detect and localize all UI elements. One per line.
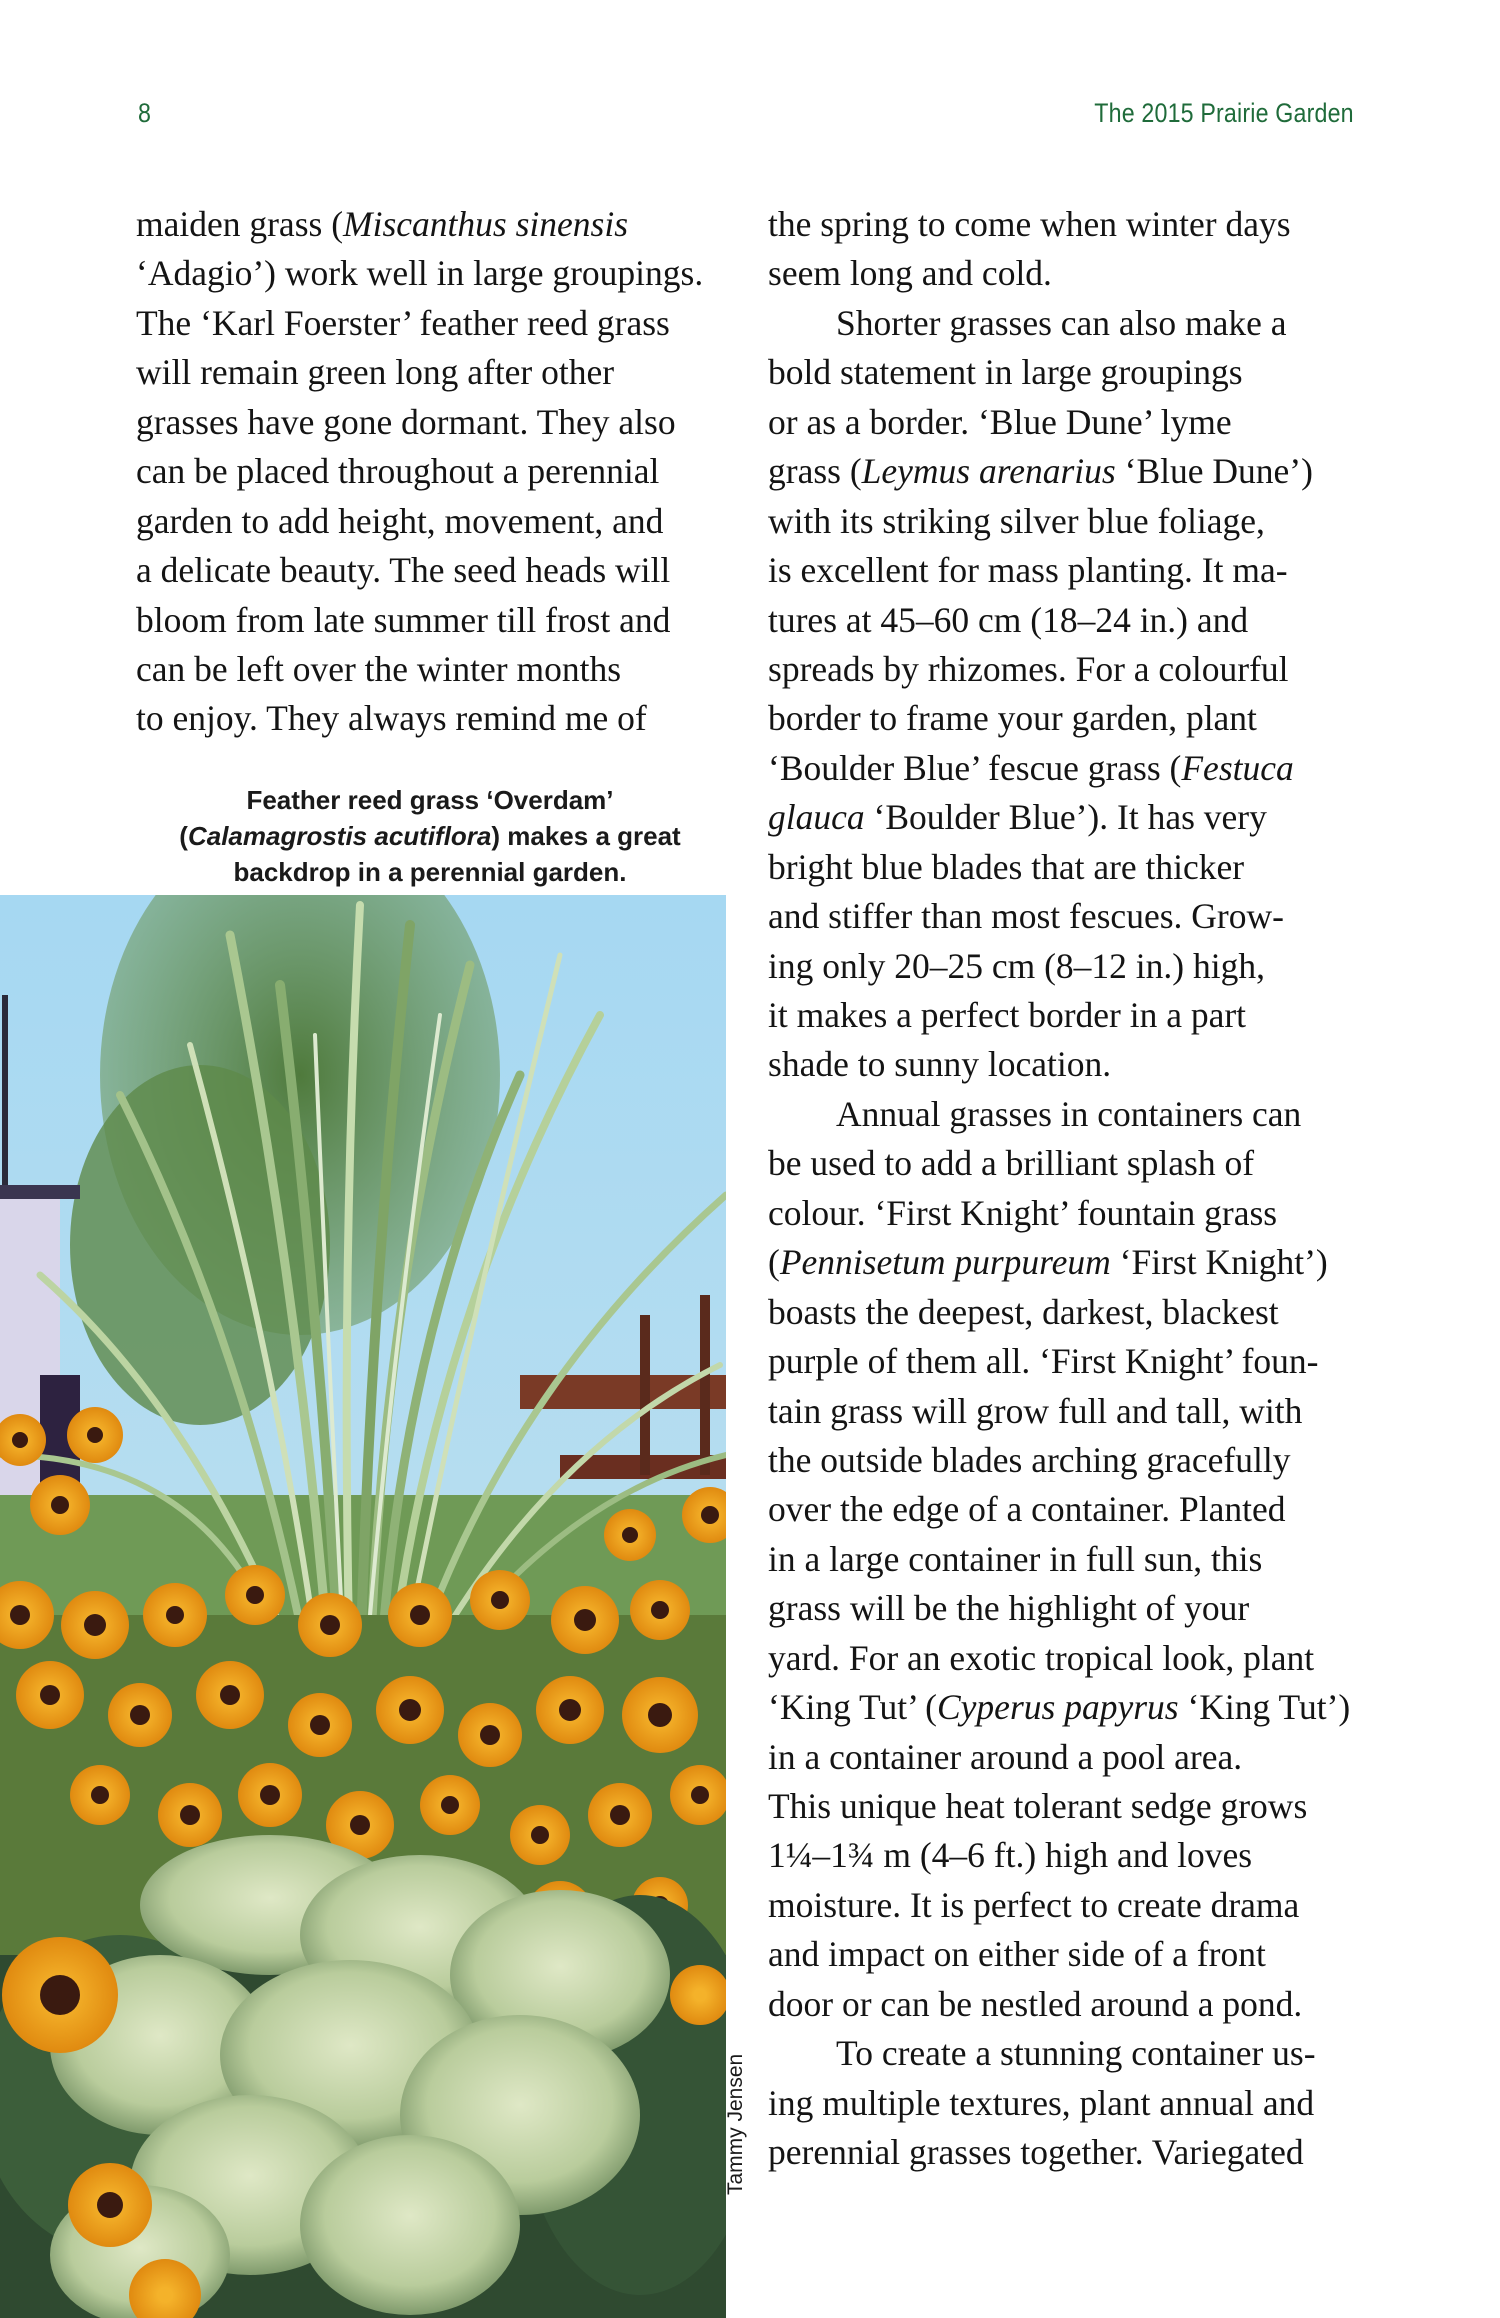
text-run: ‘Boulder Blue’). It has very bbox=[864, 797, 1267, 838]
text-run: in a large container in full sun, this bbox=[768, 1538, 1263, 1579]
text-line bbox=[136, 398, 726, 447]
text-run: grass will be the highlight of your bbox=[768, 1588, 1250, 1629]
text-run: The ‘Karl Foerster’ feather reed grass bbox=[136, 302, 670, 343]
text-line bbox=[768, 1831, 1368, 1880]
text-line bbox=[768, 1337, 1368, 1386]
text-run: the spring to come when winter days bbox=[768, 204, 1291, 244]
text-run: bright blue blades that are thicker bbox=[768, 846, 1245, 887]
text-run: door or can be nestled around a pond. bbox=[768, 1983, 1303, 2024]
text-line bbox=[136, 249, 726, 298]
text-line bbox=[768, 596, 1368, 645]
text-line bbox=[768, 744, 1368, 793]
text-run: tures at 45–60 cm (18–24 in.) and bbox=[768, 599, 1249, 640]
text-run: and stiffer than most fescues. Grow- bbox=[768, 896, 1284, 937]
text-run: To create a stunning container us- bbox=[836, 2033, 1316, 2074]
caption-line bbox=[140, 782, 720, 818]
text-run: bloom from late summer till frost and bbox=[136, 599, 671, 640]
text-run: ing multiple textures, plant annual and bbox=[768, 2082, 1315, 2123]
publication-title: The 2015 Prairie Garden bbox=[1094, 98, 1354, 128]
text-line bbox=[768, 299, 1368, 348]
text-line bbox=[768, 1485, 1368, 1534]
text-run: and impact on either side of a front bbox=[768, 1934, 1266, 1975]
scientific-name: Festuca bbox=[1181, 747, 1294, 788]
text-run: backdrop in a perennial garden. bbox=[233, 857, 627, 887]
text-run: Feather reed grass ‘Overdam’ bbox=[246, 785, 614, 815]
text-run: in a container around a pool area. bbox=[768, 1736, 1243, 1777]
text-line bbox=[768, 892, 1368, 941]
photo-credit: Tammy Jensen bbox=[724, 2053, 747, 2195]
text-run: is excellent for mass planting. It ma- bbox=[768, 550, 1288, 591]
text-line bbox=[768, 1535, 1368, 1584]
text-line bbox=[768, 200, 1368, 249]
text-run: bold statement in large groupings bbox=[768, 352, 1243, 393]
scientific-name: Cyperus papyrus bbox=[937, 1687, 1179, 1728]
text-line bbox=[136, 447, 726, 496]
text-line bbox=[768, 1782, 1368, 1831]
text-run: tain grass will grow full and tall, with bbox=[768, 1390, 1303, 1431]
text-line bbox=[768, 398, 1368, 447]
text-run: moisture. It is perfect to create drama bbox=[768, 1884, 1300, 1925]
text-line bbox=[768, 1288, 1368, 1337]
text-line bbox=[136, 200, 726, 249]
text-line bbox=[768, 991, 1368, 1040]
scientific-name: glauca bbox=[768, 797, 865, 838]
text-run: ( bbox=[768, 1242, 780, 1283]
text-run: border to frame your garden, plant bbox=[768, 698, 1257, 739]
text-line bbox=[768, 645, 1368, 694]
text-run: ‘Blue Dune’) bbox=[1115, 451, 1313, 492]
text-line bbox=[136, 546, 726, 595]
text-line bbox=[768, 1980, 1368, 2029]
page-number: 8 bbox=[138, 98, 152, 128]
text-line bbox=[768, 546, 1368, 595]
text-run: yard. For an exotic tropical look, plant bbox=[768, 1637, 1315, 1678]
text-line bbox=[768, 1930, 1368, 1979]
text-run: ‘King Tut’) bbox=[1178, 1687, 1351, 1728]
text-run: over the edge of a container. Planted bbox=[768, 1489, 1286, 1530]
text-run: can be left over the winter months bbox=[136, 648, 622, 689]
text-run: Annual grasses in containers can bbox=[836, 1093, 1302, 1134]
garden-photo-illustration bbox=[0, 895, 726, 2318]
text-run: a delicate beauty. The seed heads will bbox=[136, 550, 671, 591]
text-line bbox=[136, 596, 726, 645]
text-run: perennial grasses together. Variegated bbox=[768, 2132, 1304, 2173]
text-run: ‘First Knight’) bbox=[1110, 1242, 1328, 1283]
text-line bbox=[768, 1584, 1368, 1633]
scientific-name: Leymus arenarius bbox=[861, 451, 1116, 492]
figure-caption bbox=[140, 782, 720, 890]
text-run: garden to add height, movement, and bbox=[136, 500, 664, 541]
caption-line bbox=[140, 854, 720, 890]
text-line bbox=[768, 1238, 1368, 1287]
scientific-name: Miscanthus sinensis bbox=[343, 204, 629, 244]
text-line bbox=[768, 348, 1368, 397]
text-line bbox=[768, 1881, 1368, 1930]
scientific-name: Pennisetum purpureum bbox=[779, 1242, 1111, 1283]
text-line bbox=[768, 497, 1368, 546]
text-line bbox=[768, 1683, 1368, 1732]
text-run: ‘Boulder Blue’ fescue grass ( bbox=[768, 747, 1182, 788]
text-line bbox=[136, 348, 726, 397]
text-run: ) makes a great bbox=[491, 821, 681, 851]
text-run: can be placed throughout a perennial bbox=[136, 451, 660, 492]
text-run: to enjoy. They always remind me of bbox=[136, 698, 647, 739]
garden-photo bbox=[0, 895, 726, 2318]
text-line bbox=[768, 1090, 1368, 1139]
text-line bbox=[768, 2079, 1368, 2128]
text-run: be used to add a brilliant splash of bbox=[768, 1143, 1255, 1184]
scientific-name: Calamagrostis acutiflora bbox=[187, 821, 492, 851]
text-line bbox=[768, 1189, 1368, 1238]
text-line bbox=[768, 1436, 1368, 1485]
text-run: or as a border. ‘Blue Dune’ lyme bbox=[768, 401, 1232, 442]
text-run: shade to sunny location. bbox=[768, 1044, 1112, 1085]
text-line bbox=[136, 694, 726, 743]
text-line bbox=[768, 694, 1368, 743]
text-line bbox=[768, 2128, 1368, 2177]
right-column-body-text bbox=[768, 200, 1368, 2178]
caption-line bbox=[140, 818, 720, 854]
text-run: maiden grass ( bbox=[136, 204, 344, 244]
text-run: colour. ‘First Knight’ fountain grass bbox=[768, 1192, 1278, 1233]
text-run: 1¼–1¾ m (4–6 ft.) high and loves bbox=[768, 1835, 1253, 1876]
text-line bbox=[768, 843, 1368, 892]
text-run: grass ( bbox=[768, 451, 862, 492]
text-line bbox=[136, 645, 726, 694]
text-line bbox=[768, 1634, 1368, 1683]
text-line bbox=[768, 2029, 1368, 2078]
text-line bbox=[768, 1387, 1368, 1436]
text-line bbox=[768, 447, 1368, 496]
text-run: boasts the deepest, darkest, blackest bbox=[768, 1291, 1279, 1332]
text-line bbox=[768, 249, 1368, 298]
left-column-body-text bbox=[136, 200, 726, 744]
text-run: This unique heat tolerant sedge grows bbox=[768, 1786, 1308, 1826]
text-line bbox=[768, 1040, 1368, 1089]
text-line bbox=[768, 1139, 1368, 1188]
text-run: ‘King Tut’ ( bbox=[768, 1687, 937, 1728]
text-run: spreads by rhizomes. For a colourful bbox=[768, 648, 1289, 689]
text-line bbox=[136, 299, 726, 348]
text-run: grasses have gone dormant. They also bbox=[136, 401, 676, 442]
text-run: ( bbox=[179, 821, 188, 851]
text-line bbox=[768, 793, 1368, 842]
text-run: seem long and cold. bbox=[768, 253, 1052, 294]
text-run: purple of them all. ‘First Knight’ foun- bbox=[768, 1341, 1319, 1382]
text-run: Shorter grasses can also make a bbox=[836, 302, 1287, 343]
text-run: with its striking silver blue foliage, bbox=[768, 500, 1265, 541]
text-run: ing only 20–25 cm (8–12 in.) high, bbox=[768, 945, 1265, 986]
text-line bbox=[768, 1733, 1368, 1782]
text-run: ‘Adagio’) work well in large groupings. bbox=[136, 253, 704, 294]
text-line bbox=[768, 942, 1368, 991]
text-line bbox=[136, 497, 726, 546]
text-run: the outside blades arching gracefully bbox=[768, 1439, 1291, 1480]
text-run: it makes a perfect border in a part bbox=[768, 995, 1247, 1035]
text-run: will remain green long after other bbox=[136, 352, 615, 393]
